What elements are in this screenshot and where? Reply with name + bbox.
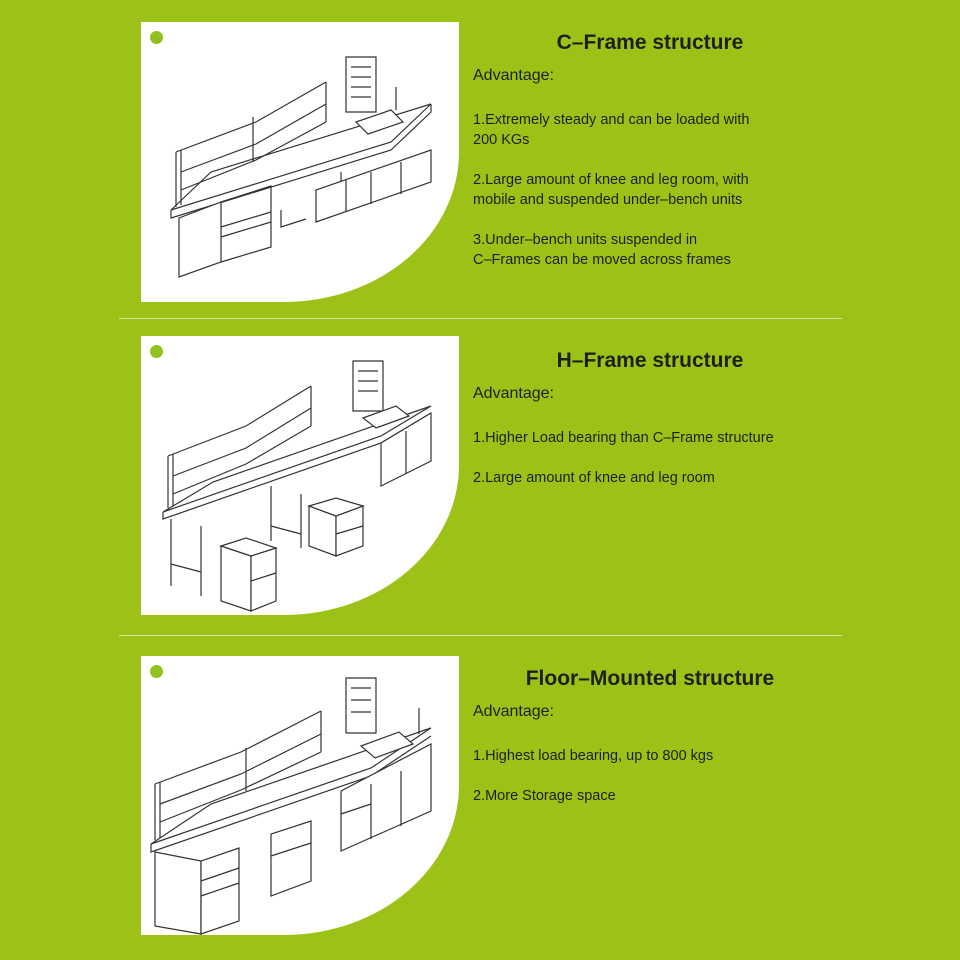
advantage-item: 1.Highest load bearing, up to 800 kgs (473, 748, 714, 764)
section-title: C–Frame structure (556, 31, 744, 54)
advantage-item: 2.Large amount of knee and leg room, with mobile and suspended under–bench units (473, 172, 749, 208)
section-floor-mounted (0, 636, 960, 936)
h-frame-bench-illustration (141, 336, 459, 615)
section-title: Floor–Mounted structure (525, 667, 775, 690)
section-title: H–Frame structure (556, 349, 744, 372)
advantage-list (473, 746, 833, 826)
illustration-panel-h-frame (141, 336, 459, 615)
illustration-panel-c-frame (141, 22, 459, 302)
advantage-item: 2.More Storage space (473, 788, 616, 804)
advantage-label: Advantage: (473, 703, 554, 720)
advantage-label: Advantage: (473, 385, 554, 402)
advantage-item: 3.Under–bench units suspended in C–Frames can be moved across frames (473, 232, 731, 268)
floor-mounted-bench-illustration (141, 656, 459, 935)
advantage-list (473, 428, 833, 508)
advantage-item: 1.Extremely steady and can be loaded with 200 KGs (473, 112, 750, 148)
advantage-label: Advantage: (473, 67, 554, 84)
advantage-item: 2.Large amount of knee and leg room (473, 470, 715, 486)
illustration-panel-floor-mounted (141, 656, 459, 935)
section-c-frame (0, 0, 960, 300)
c-frame-bench-illustration (141, 22, 459, 302)
advantage-list (473, 110, 833, 290)
advantage-item: 1.Higher Load bearing than C–Frame structure (473, 430, 774, 446)
section-h-frame (0, 318, 960, 618)
